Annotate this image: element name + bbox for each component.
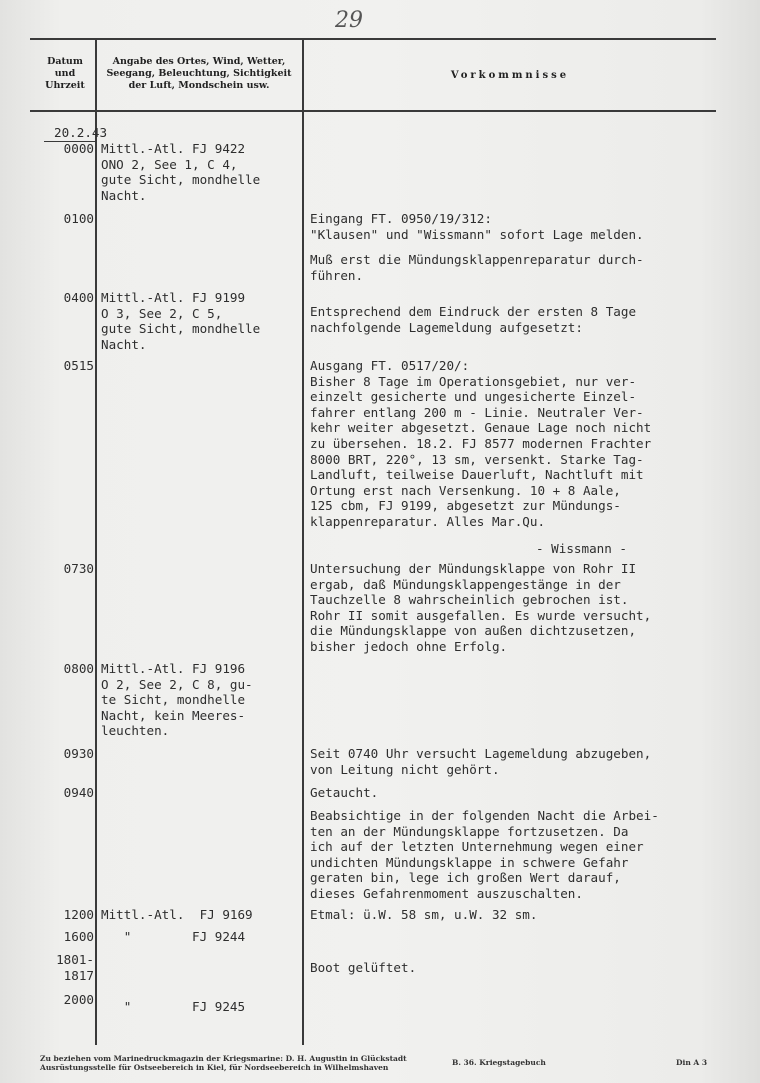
entry-event: Eingang FT. 0950/19/312: "Klausen" und "Wissmann" sofort Lage melden. xyxy=(310,211,644,242)
entry-place: Mittl.-Atl. FJ 9199 O 3, See 2, C 5, gute Sicht, mondhelle Nacht. xyxy=(101,290,261,352)
footer-publisher: Zu beziehen vom Marinedruckmagazin der Kriegsmarine: D. H. Augustin in Glückstadt Ausrüstungsstelle für Ostseebereich in Kiel, für Nordseebereich in Wilhelmshaven xyxy=(40,1054,407,1072)
entry-time: 2000 xyxy=(63,992,94,1007)
entry-time: 1600 xyxy=(63,929,94,944)
header-place-line-1: Angabe des Ortes, Wind, Wetter, xyxy=(112,56,286,67)
entry-time: 1801- 1817 xyxy=(56,952,94,983)
top-rule xyxy=(30,38,716,40)
column-divider-date xyxy=(95,40,97,1045)
header-date-line-1: Datum xyxy=(47,56,83,67)
header-date xyxy=(38,56,92,92)
entry-event-note: Muß erst die Mündungsklappenreparatur durch- führen. xyxy=(310,252,644,283)
entry-signature: - Wissmann - xyxy=(536,541,627,556)
header-events: Vorkommnisse xyxy=(450,70,570,81)
header-place-line-2: Seegang, Beleuchtung, Sichtigkeit xyxy=(106,68,292,79)
entry-time: 1200 xyxy=(63,907,94,922)
entry-place: Mittl.-Atl. FJ 9196 O 2, See 2, C 8, gu- te Sicht, mondhelle Nacht, kein Meeres- leuchten. xyxy=(101,661,253,739)
header-date-line-2: und xyxy=(54,68,76,79)
entry-time: 0100 xyxy=(63,211,94,226)
entry-event: Getaucht. xyxy=(310,785,379,800)
footer-paper-size: Din A 3 xyxy=(676,1058,708,1067)
entry-event: Untersuchung der Mündungsklappe von Rohr II ergab, daß Mündungsklappengestänge in der Tauchzelle 8 wahrscheinlich gebrochen ist. Rohr II somit ausgefallen. Es wurde versucht, die Mündungsklappe von außen dichtzusetzen, bisher jedoch ohne Erfolg. xyxy=(310,561,652,654)
page-number: 29 xyxy=(335,8,363,33)
entry-event: Ausgang FT. 0517/20/: Bisher 8 Tage im Operationsgebiet, nur ver- einzelt gesicherte und ungesicherte Einzel- fahrer entlang 200 m - Linie. Neutraler Ver- kehr weiter abgesetzt. Genaue Lage noch nicht zu übersehen. 18.2. FJ 8577 modernen Frachter 8000 BRT, 220°, 13 sm, versenkt. Starke Tag- Landluft, teilweise Dauerluft, Nachtluft mit Ortung erst nach Versenkung. 10 + 8 Aale, 125 cbm, FJ 9199, abgesetzt zur Mündungs- klappenreparatur. Alles Mar.Qu. xyxy=(310,358,652,529)
entry-time: 0730 xyxy=(63,561,94,576)
entry-event: Boot gelüftet. xyxy=(310,960,417,975)
entry-place: Mittl.-Atl. FJ 9169 xyxy=(101,907,253,922)
entry-event-note: Beabsichtige in der folgenden Nacht die Arbei- ten an der Mündungsklappe fortzusetzen. Da ich auf der letzten Unternehmung wegen einer undichten Mündungsklappe in schwere Gefahr geraten bin, lege ich großen Wert darauf, dieses Gefahrenmoment auszuschalten. xyxy=(310,808,659,901)
header-place xyxy=(98,56,300,92)
column-divider-place xyxy=(302,40,304,1045)
entry-event: Entsprechend dem Eindruck der ersten 8 Tage nachfolgende Lagemeldung aufgesetzt: xyxy=(310,304,637,335)
entry-time: 0940 xyxy=(63,785,94,800)
entry-place: " FJ 9245 xyxy=(101,999,246,1014)
header-date-line-3: Uhrzeit xyxy=(45,80,85,91)
entry-place: " FJ 9244 xyxy=(101,929,246,944)
header-rule xyxy=(30,110,716,112)
entry-time: 0400 xyxy=(63,290,94,305)
entry-date: 20.2.43 xyxy=(54,125,108,140)
entry-time: 0930 xyxy=(63,746,94,761)
header-place-line-3: der Luft, Mondschein usw. xyxy=(128,80,270,91)
footer-form-number: B. 36. Kriegstagebuch xyxy=(452,1058,546,1067)
entry-event: Seit 0740 Uhr versucht Lagemeldung abzugeben, von Leitung nicht gehört. xyxy=(310,746,652,777)
entry-time: 0515 xyxy=(63,358,94,373)
entry-time: 0800 xyxy=(63,661,94,676)
entry-event: Etmal: ü.W. 58 sm, u.W. 32 sm. xyxy=(310,907,538,922)
entry-place: Mittl.-Atl. FJ 9422 ONO 2, See 1, C 4, gute Sicht, mondhelle Nacht. xyxy=(101,141,261,203)
entry-time: 0000 xyxy=(63,141,94,156)
